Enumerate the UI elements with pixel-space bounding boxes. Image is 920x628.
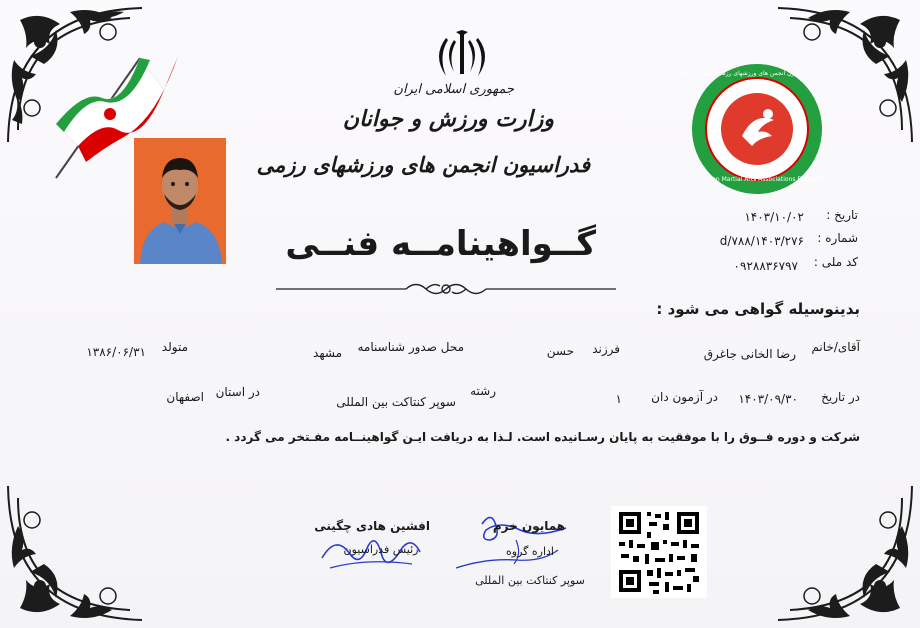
date-value: ۱۴۰۳/۱۰/۰۲	[744, 210, 804, 224]
birth-label: متولد	[161, 340, 188, 354]
exam-date-value: ۱۴۰۳/۰۹/۳۰	[738, 392, 798, 406]
date-label: تاریخ :	[826, 208, 858, 222]
ornament-divider-icon	[276, 278, 616, 300]
number-label: شماره :	[817, 231, 858, 245]
right-signatory-name: همایون خرم	[492, 519, 566, 533]
logo-ring-text-en: Iran Martial Arts Associations Federation	[708, 176, 830, 183]
ministry-heading: وزارت ورزش و جوانان	[342, 106, 554, 132]
intro-line: بدینوسیله گواهی می شود :	[656, 300, 860, 318]
father-label: فرزند	[592, 342, 620, 356]
national-code-label: کد ملی :	[813, 255, 858, 269]
right-signatory-title1: اداره گروه	[506, 545, 554, 558]
portrait-image	[134, 138, 226, 264]
exam-label: در آزمون دان	[651, 390, 718, 404]
issue-place-value: مشهد	[313, 346, 342, 360]
left-signatory-title: رئیس فدراسیون	[343, 543, 419, 556]
field-label: رشته	[470, 384, 496, 398]
logo-ring-text-fa: فدراسیون انجمن های ورزشهای رزمی جمهوری اسلامی ایران	[659, 70, 812, 77]
name-value: رضا الخانی جاغرق	[703, 347, 796, 361]
father-value: حسن	[546, 344, 574, 358]
exam-date-label: در تاریخ	[821, 390, 860, 404]
svg-text:● ● ●: ● ● ●	[748, 82, 766, 88]
completion-statement: شرکت و دوره فــوق را با موفقیت به پایان رسـانیده است. لـذا به دریافت ایـن گواهینــامه مفـتخر می گردد .	[225, 430, 860, 444]
republic-heading: جمهوری اسلامی ایران	[393, 82, 514, 97]
province-label: در استان	[215, 385, 260, 399]
certificate-title: گــواهینامــه فنــی	[285, 224, 596, 264]
federation-logo-icon	[659, 66, 830, 192]
name-label: آقای/خانم	[811, 340, 860, 354]
corner-ornament-icon	[770, 478, 920, 628]
qr-code-icon	[611, 506, 707, 598]
national-code-value: ۰۹۲۸۸۳۶۷۹۷	[733, 259, 798, 273]
issue-place-label: محل صدور شناسنامه	[357, 340, 464, 354]
iran-emblem-icon	[432, 30, 492, 80]
left-signatory-name: افشین هادی چگینی	[314, 519, 430, 533]
number-value: ۱۴۰۳/۲۷۶/d/۷۸۸	[719, 234, 804, 248]
federation-heading: فدراسیون انجمن های ورزشهای رزمی	[256, 152, 590, 177]
corner-ornament-icon	[0, 478, 150, 628]
field-value: سوپر کنتاکت بین المللی	[336, 395, 456, 409]
right-signatory-title2: سوپر کنتاکت بین المللی	[475, 574, 585, 587]
exam-value: ۱	[615, 392, 622, 406]
province-value: اصفهان	[166, 390, 204, 404]
birth-value: ۱۳۸۶/۰۶/۳۱	[86, 345, 146, 359]
holder-photo	[134, 138, 226, 264]
